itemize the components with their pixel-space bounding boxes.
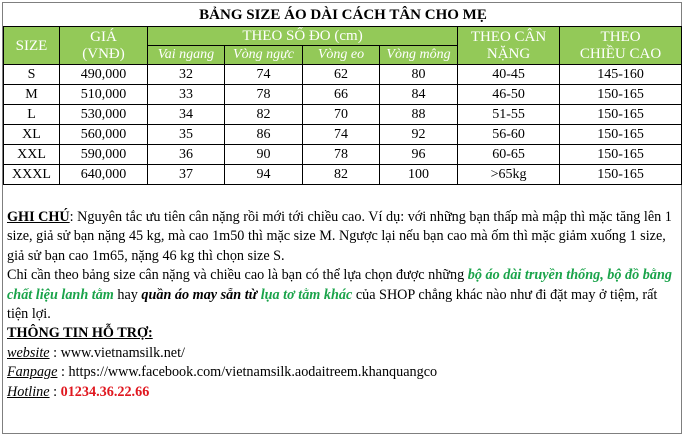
note-text: : Nguyên tắc ưu tiên cân nặng rồi mới tới chiều cao. Ví dụ: với những bạn thấp mà mập thì mặc tăng lên 1 size, giả sử bạn nặng 45 kg, mà cao 1m50 thì mặc size M. Ngược lại nếu bạn cao mà ốm thì mặc giảm xuống 1 size, giả sử bạn cao 1m65, nặng 46 kg thì chọn size S.	[7, 209, 672, 264]
cell-hip: 88	[380, 105, 458, 125]
website-line	[7, 344, 681, 363]
hotline-sep: :	[49, 383, 61, 400]
header-bust: Vòng ngực	[225, 46, 303, 65]
header-weight-line1: THEO CÂN	[470, 28, 547, 45]
cell-bust: 74	[225, 65, 303, 85]
header-weight	[458, 27, 560, 65]
shop-text-a: Chỉ cần theo bảng size cân nặng và chiều cao là bạn có thể lựa chọn được những	[7, 267, 468, 284]
cell-height: 150-165	[560, 105, 682, 125]
support-heading: THÔNG TIN HỖ TRỢ:	[7, 325, 153, 342]
cell-waist: 78	[303, 145, 380, 165]
cell-hip: 96	[380, 145, 458, 165]
cell-hip: 92	[380, 125, 458, 145]
cell-height: 150-165	[560, 125, 682, 145]
size-chart-sheet	[2, 2, 682, 434]
cell-hip: 100	[380, 165, 458, 185]
header-size: SIZE	[4, 27, 60, 65]
fanpage-value[interactable]: : https://www.facebook.com/vietnamsilk.aodaitreem.khanquangco	[57, 364, 438, 381]
table-row	[4, 85, 682, 105]
support-heading-line	[7, 324, 681, 343]
fanpage-label: Fanpage	[7, 364, 58, 381]
cell-height: 150-165	[560, 165, 682, 185]
cell-weight: 60-65	[458, 145, 560, 165]
table-row	[4, 65, 682, 85]
cell-size: L	[4, 105, 60, 125]
size-table	[3, 26, 682, 185]
hotline-number[interactable]: 01234.36.22.66	[60, 383, 150, 400]
cell-bust: 94	[225, 165, 303, 185]
cell-size: XXXL	[4, 165, 60, 185]
cell-weight: >65kg	[458, 165, 560, 185]
header-waist: Vòng eo	[303, 46, 380, 65]
header-weight-line2: NẶNG	[486, 45, 531, 62]
note-label: GHI CHÚ	[7, 209, 70, 225]
cell-hip: 84	[380, 85, 458, 105]
cell-price: 530,000	[60, 105, 148, 125]
cell-waist: 74	[303, 125, 380, 145]
link-silk[interactable]: lụa tơ tằm khác	[260, 286, 353, 303]
cell-waist: 70	[303, 105, 380, 125]
cell-weight: 46-50	[458, 85, 560, 105]
cell-size: M	[4, 85, 60, 105]
table-header-row	[4, 27, 682, 46]
cell-bust: 86	[225, 125, 303, 145]
header-price	[60, 27, 148, 65]
cell-shoulder: 37	[148, 165, 225, 185]
cell-weight: 51-55	[458, 105, 560, 125]
table-row	[4, 125, 682, 145]
cell-size: XL	[4, 125, 60, 145]
header-price-line1: GIÁ	[90, 28, 117, 45]
cell-waist: 62	[303, 65, 380, 85]
chart-title: BẢNG SIZE ÁO DÀI CÁCH TÂN CHO MẸ	[199, 7, 487, 23]
cell-bust: 90	[225, 145, 303, 165]
header-height	[560, 27, 682, 65]
website-label: website	[7, 344, 50, 361]
cell-bust: 82	[225, 105, 303, 125]
cell-waist: 82	[303, 165, 380, 185]
header-price-line2: (VNĐ)	[82, 45, 125, 62]
cell-shoulder: 35	[148, 125, 225, 145]
cell-size: S	[4, 65, 60, 85]
cell-height: 150-165	[560, 85, 682, 105]
header-measure-group: THEO SỐ ĐO (cm)	[148, 27, 458, 46]
cell-price: 590,000	[60, 145, 148, 165]
notes-section	[7, 208, 681, 402]
cell-shoulder: 32	[148, 65, 225, 85]
website-value[interactable]: : www.vietnamsilk.net/	[49, 344, 185, 361]
cell-price: 510,000	[60, 85, 148, 105]
header-height-line2: CHIỀU CAO	[579, 45, 662, 62]
table-row	[4, 145, 682, 165]
hotline-label: Hotline	[7, 383, 50, 400]
cell-height: 150-165	[560, 145, 682, 165]
header-hip: Vòng mông	[380, 46, 458, 65]
cell-hip: 80	[380, 65, 458, 85]
table-row	[4, 105, 682, 125]
note-paragraph	[7, 208, 681, 266]
shop-paragraph	[7, 266, 681, 324]
cell-bust: 78	[225, 85, 303, 105]
cell-shoulder: 33	[148, 85, 225, 105]
cell-shoulder: 34	[148, 105, 225, 125]
hotline-line	[7, 383, 681, 402]
cell-shoulder: 36	[148, 145, 225, 165]
fanpage-line	[7, 363, 681, 382]
header-shoulder: Vai ngang	[148, 46, 225, 65]
link-traditional-ao-dai[interactable]: bộ áo dài truyền thống, bộ đồ bằng chất liệu lanh tằm	[7, 267, 672, 303]
shop-text-d: của SHOP chẳng khác nào như đi đặt may ở tiệm, rất tiện lợi.	[7, 286, 658, 323]
shop-text-bold: quần áo may sẵn từ	[141, 286, 258, 303]
cell-price: 490,000	[60, 65, 148, 85]
table-row	[4, 165, 682, 185]
cell-height: 145-160	[560, 65, 682, 85]
shop-text-b: hay	[113, 286, 142, 303]
cell-weight: 40-45	[458, 65, 560, 85]
cell-price: 640,000	[60, 165, 148, 185]
cell-price: 560,000	[60, 125, 148, 145]
cell-waist: 66	[303, 85, 380, 105]
cell-weight: 56-60	[458, 125, 560, 145]
cell-size: XXL	[4, 145, 60, 165]
header-height-line1: THEO	[600, 28, 641, 45]
